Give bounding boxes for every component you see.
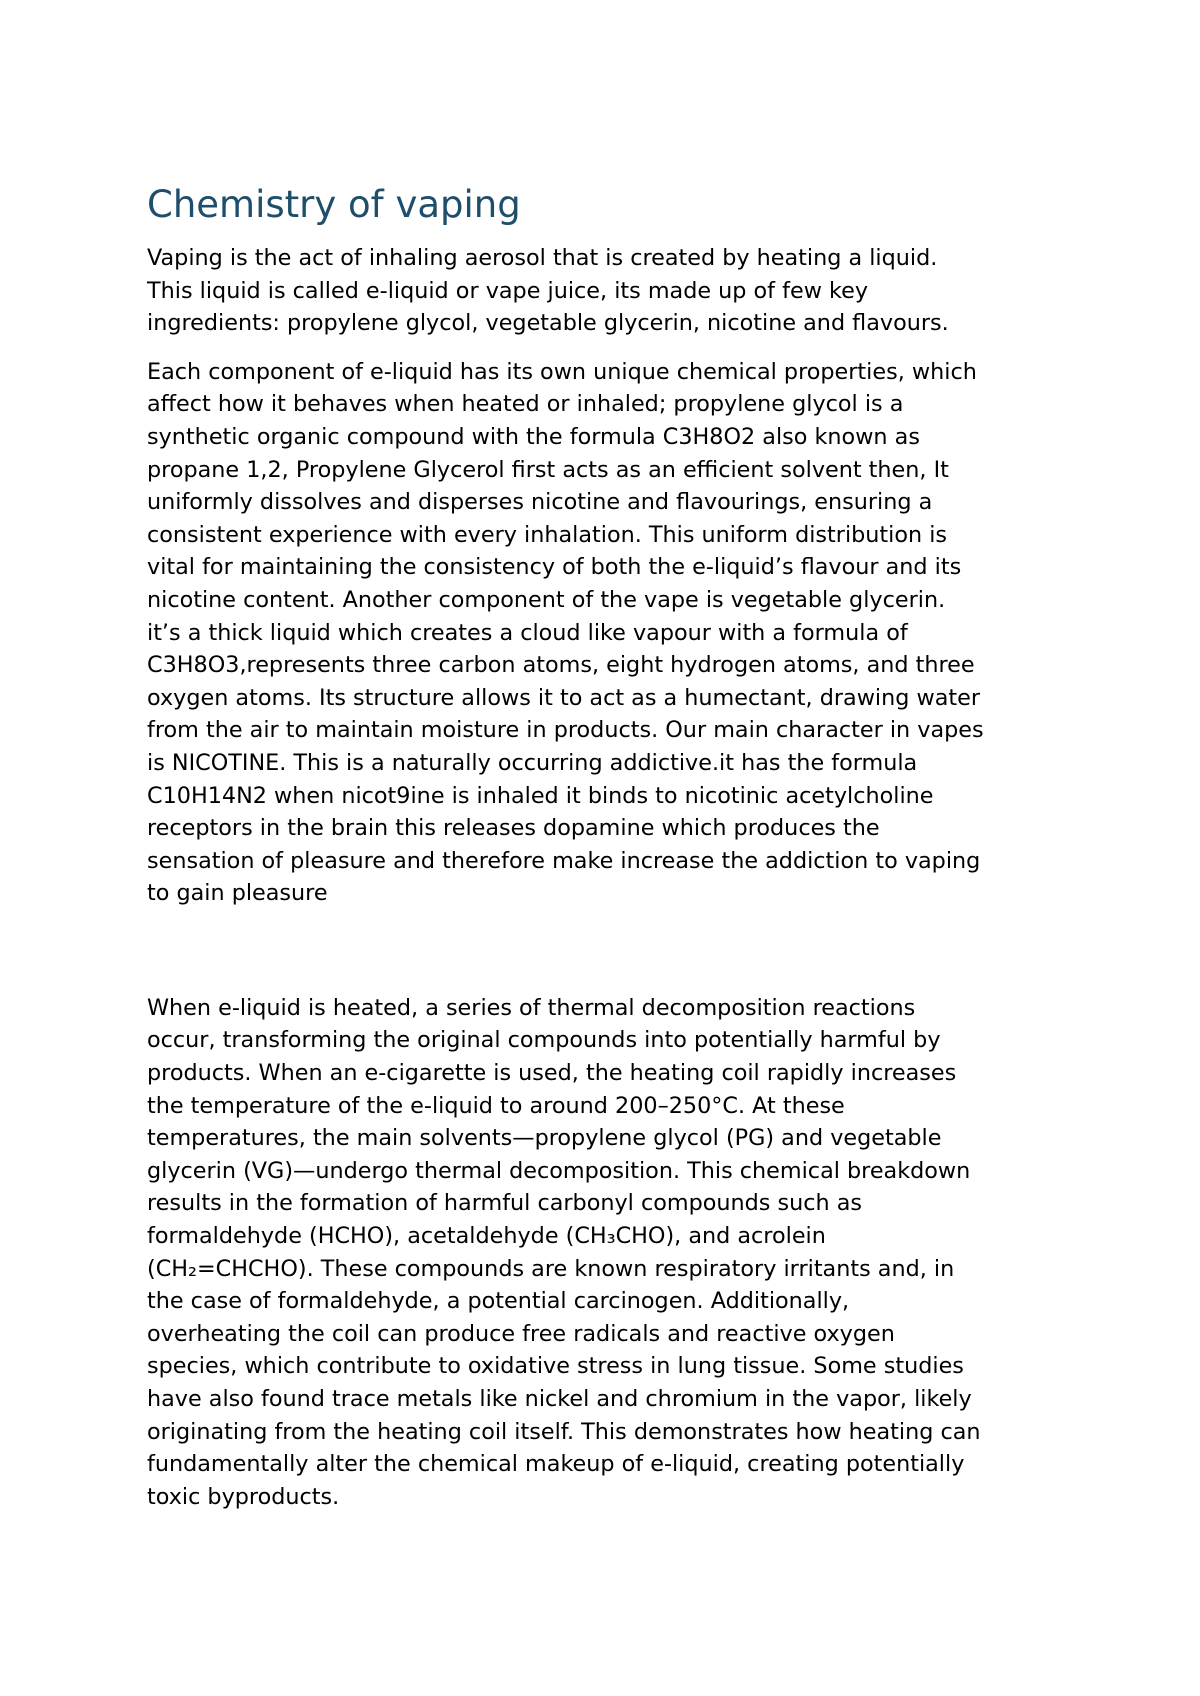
paragraph-intro: Vaping is the act of inhaling aerosol that is created by heating a liquid. This liquid is called e-liquid or vape juice, its made up of few key ingredients: propylene glycol, vegetable glycerin, nicotine and flavours. — [147, 245, 949, 337]
paragraph-spacer — [147, 926, 1067, 992]
paragraph-components: Each component of e-liquid has its own unique chemical properties, which affect how it behaves when heated or inhaled; propylene glycol is a synthetic organic compound with the formula C3H8O2 also known as propane 1,2, Propylene Glycerol first acts as an efficient solvent then, It uniformly dissolves and disperses nicotine and flavourings, ensuring a consistent experience with every inhalation. This uniform distribution is vital for maintaining the consistency of both the e-liquid’s flavour and its nicotine content. Another component of the vape is vegetable glycerin. it’s a thick liquid which creates a cloud like vapour with a formula of C3H8O3,represents three carbon atoms, eight hydrogen atoms, and three oxygen atoms. Its structure allows it to act as a humectant, drawing water from the air to maintain moisture in products. Our main character in vapes is NICOTINE. This is a naturally occurring addictive.it has the formula C10H14N2 when nicot9ine is inhaled it binds to nicotinic acetylcholine receptors in the brain this releases dopamine which produces the sensation of pleasure and therefore make increase the addiction to vaping to gain pleasure — [147, 358, 984, 907]
document-title: Chemistry of vaping — [147, 183, 521, 226]
paragraph-heating: When e-liquid is heated, a series of thermal decomposition reactions occur, transforming the original compounds into potentially harmful by products. When an e-cigarette is used, the heating coil rapidly increases the temperature of the e-liquid to around 200–250°C. At these temperatures, the main solvents—propylene glycol (PG) and vegetable glycerin (VG)—undergo thermal decomposition. This chemical breakdown results in the formation of harmful carbonyl compounds such as formaldehyde (HCHO), acetaldehyde (CH₃CHO), and acrolein (CH₂=CHCHO). These compounds are known respiratory irritants and, in the case of formaldehyde, a potential carcinogen. Additionally, overheating the coil can produce free radicals and reactive oxygen species, which contribute to oxidative stress in lung tissue. Some studies have also found trace metals like nickel and chromium in the vapor, likely originating from the heating coil itself. This demonstrates how heating can fundamentally alter the chemical makeup of e-liquid, creating potentially toxic byproducts. — [147, 994, 981, 1510]
document-body — [147, 180, 1067, 1529]
